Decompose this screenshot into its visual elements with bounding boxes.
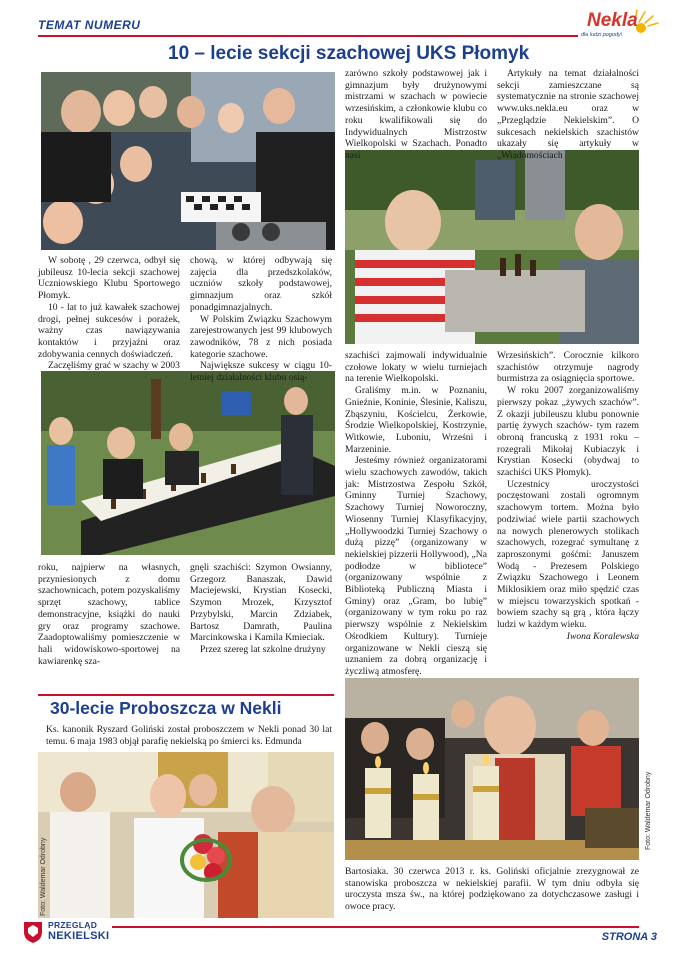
paragraph: Artykuły na temat działalności sekcji zamieszczane są systematycznie na stronie szachowej www.uks.nekla.eu oraz w „Przeglądzie Nekielskim”. O sukcesach nekielskich szachistów ukazały się artykuły w „Wiadomościach xyxy=(497,68,639,161)
page-number: STRONA 3 xyxy=(601,931,657,943)
paragraph: Graliśmy m.in. w Poznaniu, Gnieźnie, Koninie, Ślesinie, Kaliszu, Zbąszyniu, Kościelcu, Żerkowie, Środzie Wielkopolskiej, Kostrzynie, Witkowie, Luboniu, Wrześni i Marzeninie. xyxy=(345,385,488,455)
photo-outdoor-chess xyxy=(345,150,639,344)
footer-brand xyxy=(22,920,112,950)
paragraph: Zaczęliśmy grać w szachy w 2003 xyxy=(48,360,180,372)
footer-brand-bottom: NEKIELSKI xyxy=(48,930,110,942)
article-title: 10 – lecie sekcji szachowej UKS Płomyk xyxy=(168,43,530,64)
article1-col2-top xyxy=(190,255,332,384)
paragraph: gnęli szachiści: Szymon Owsianny, Grzegorz Banaszak, Dawid Maciejewski, Krystian Kosecki, Szymon Mrozek, Krzysztof Przybylski, Marcin Zdziabek, Bartosz Damrath, Paulina Marcinkowska i Kamila Kmieciak. xyxy=(190,562,332,644)
article1-col2-bottom xyxy=(190,562,332,656)
paragraph: Uczestnicy uroczystości poczęstowani zostali ogromnym szachowym tortem. Można było podziwiać wiele partii szachowych na nowych plenerowych stolikach szachowych, rozegrać symultanę z zaproszonymi gośćmi: Januszem Wodą - Prezesem Polskiego Związku Szachowego i Leonem Miklosikiem oraz miło spędzić czas w miejscu towarzyskich spotkań - bowiem szachy są grą , która łączy ludzi w każdym wieku. xyxy=(497,478,639,631)
logo-tagline: dla ludzi pogody! xyxy=(581,32,623,38)
article2-continuation xyxy=(345,866,639,913)
photo-mass-candles xyxy=(345,678,639,860)
article1-col3-top xyxy=(345,68,487,162)
footer-rule xyxy=(112,926,639,928)
logo-word: Nekla xyxy=(587,10,638,31)
photo-simultaneous-table xyxy=(41,371,335,555)
paragraph: W sobotę , 29 czerwca, odbył się jubileusz 10-lecia sekcji szachowej Uczniowskiego Klubu Sportowego Płomyk. xyxy=(38,255,180,302)
article1-col4-top xyxy=(497,68,639,162)
section-label: TEMAT NUMERU xyxy=(38,18,141,32)
photo-children-chess-cake xyxy=(41,72,335,250)
article1-col3-bottom xyxy=(345,350,487,678)
paragraph: Przez szereg lat szkolne drużyny xyxy=(200,643,326,655)
paragraph: chową, w której odbywają się zajęcia dla przedszkolaków, uczniów szkoły podstawowej, gimnazjum oraz szkół ponadgimnazjalnych. xyxy=(190,255,332,313)
header-rule xyxy=(38,35,578,37)
footer-brand-top: PRZEGLĄD xyxy=(48,920,98,930)
article2-intro xyxy=(46,724,332,747)
paragraph: zarówno szkoły podstawowej jak i gimnazjum były drużynowymi mistrzami w szachach w powiecie wrzesińskim, a członkowie klubu co roku kwalifikowali się do Indywidualnych Mistrzostw Wielkopolski w Szachach. Ponadto nasi xyxy=(345,68,487,161)
article1-col1-bottom xyxy=(38,562,180,667)
article1-col4-bottom xyxy=(497,350,639,643)
author-signature: Iwona Koralewska xyxy=(566,630,639,642)
photo-flowers-greeting xyxy=(38,752,334,918)
paragraph: Największe sukcesy w ciągu 10-letniej działalności klubu osią- xyxy=(190,360,332,384)
paragraph: roku, najpierw na własnych, przyniesionych z domu szachownicach, potem pozyskaliśmy sprzęt szachowy, tablice demonstracyjne, książki do nauki gry oraz programy szachowe. Zaadoptowaliśmy pomieszczenie w hali widowiskowo-sportowej na kawiarenkę sza- xyxy=(38,562,180,667)
paragraph: Bartosiaka. 30 czerwca 2013 r. ks. Goliński oficjalnie zrezygnował ze stanowiska proboszcza w nekielskiej parafii. W tym dniu odbyła się uroczysta msza św., na której podziękowano za dotychczasowe zasługi i owoce pracy. xyxy=(345,866,639,913)
paragraph: W roku 2007 zorganizowaliśmy pierwszy pokaz „żywych szachów”. Z okazji jubileuszu klubu ponownie partię żywych szachów- tym razem obroną francuską z 1931 roku – rozegrali Mikołaj Kubiaczyk i Krystian Kosecki (obydwaj to szachiści UKS Płomyk). xyxy=(497,385,639,479)
article2-rule xyxy=(38,694,334,696)
paragraph: szachiści zajmowali indywidualnie czołowe lokaty w wielu turniejach na terenie Wielkopolski. xyxy=(345,350,487,385)
coat-of-arms-icon xyxy=(22,920,44,944)
article2-title: 30-lecie Proboszcza w Nekli xyxy=(50,698,282,718)
paragraph: W Polskim Związku Szachowym zarejestrowanych jest 99 klubowych zawodników, 78 z nich posiada kategorie szachowe. xyxy=(190,313,332,360)
nekla-logo xyxy=(573,8,669,40)
photo-credit: Foto: Waldemar Odrobny xyxy=(645,771,652,850)
paragraph: 10 - lat to już kawałek szachowej drogi, pełnej sukcesów i porażek, ważny czas nawiązywania kontaktów i przyjaźni oraz zdobywania cennych doświadczeń. xyxy=(38,301,180,360)
photo-credit: Foto: Waldemar Odrobny xyxy=(40,837,47,916)
paragraph: Ks. kanonik Ryszard Goliński został proboszczem w Nekli ponad 30 lat temu. 6 maja 1983 objął parafię nekielską po śmierci ks. Edmunda xyxy=(46,724,332,747)
paragraph: Wrzesińskich”. Corocznie kilkoro szachistów otrzymuje nagrody burmistrza za osiągnięcia sportowe. xyxy=(497,350,639,385)
paragraph: Jesteśmy również organizatorami wielu szachowych zawodów, takich jak: Mistrzostwa Zespołu Szkół, Gminny Turniej Szachowy, Szachowy Turniej Noworoczny, Wiosenny Turniej Klasyfikacyjny, „Hollywoodzki Turniej Szachowy o dużą pizzę” (organizowany w nekielskiej pizzerii Hollywood), „Na podłodze w bibliotece” (organizowany wspólnie z Biblioteką Publiczną Miasta i Gminy) oraz „Gram, bo lubię” (organizowany w tym roku po raz pierwszy wspólnie z Nekielskim Ośrodkiem Kultury). Turnieje organizowane w Nekli cieszą się uznaniem za dobrą organizację i życzliwą atmosferę. xyxy=(345,455,487,677)
article1-col1-top xyxy=(38,255,180,372)
